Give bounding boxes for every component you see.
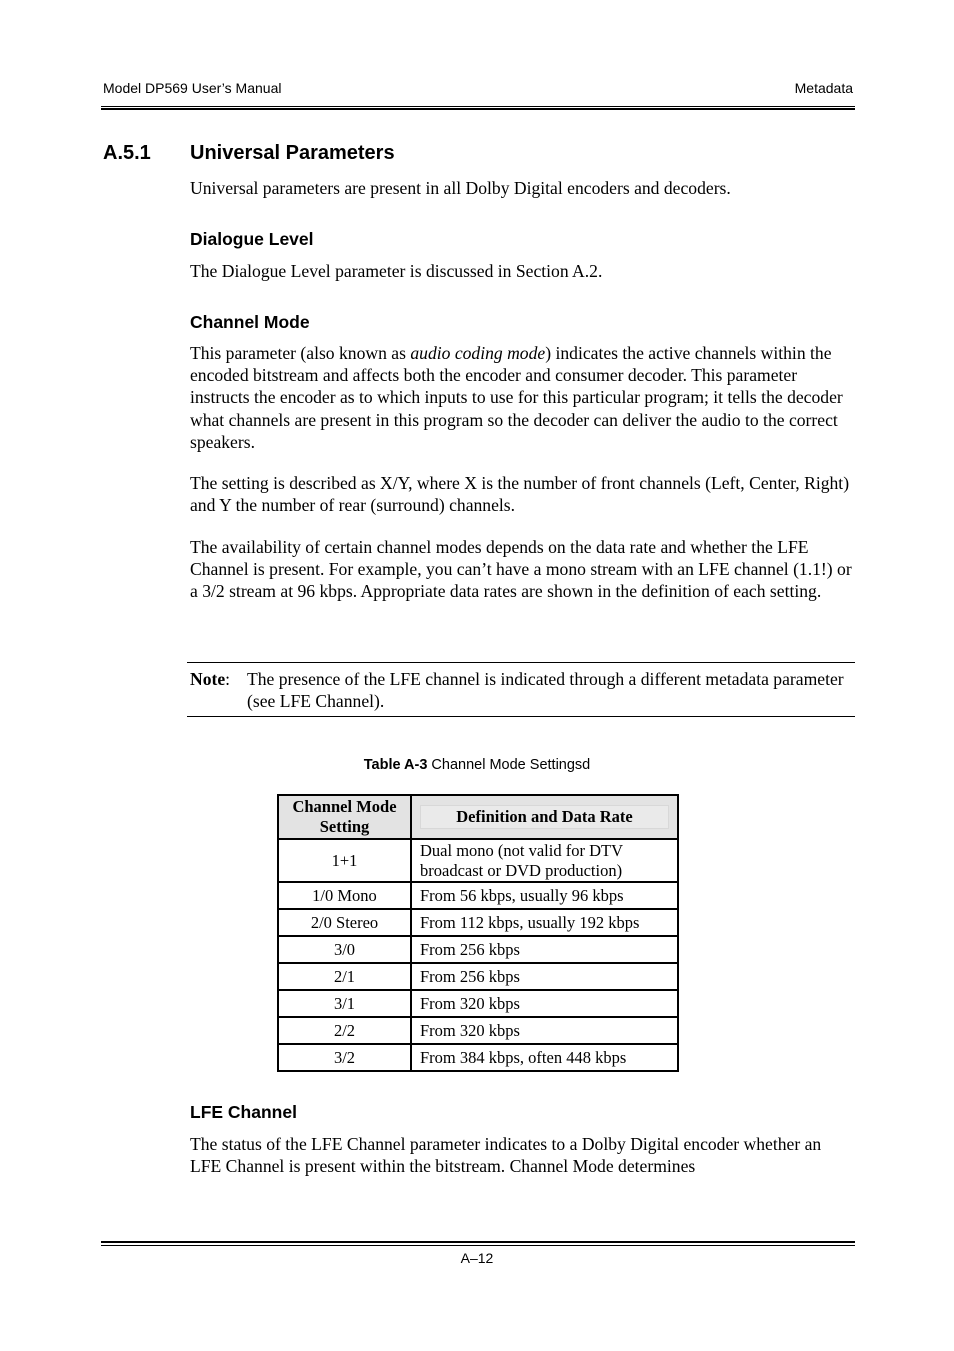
dialogue-level-text: The Dialogue Level parameter is discussed in Section A.2. — [190, 261, 603, 281]
table-cell-setting: 3/0 — [278, 936, 411, 963]
footer-rule — [101, 1245, 855, 1246]
table-header-setting — [278, 795, 411, 839]
note-label — [190, 668, 230, 690]
table-cell-setting: 2/0 Stereo — [278, 909, 411, 936]
table-header-row — [278, 795, 678, 839]
lfe-channel-heading: LFE Channel — [190, 1102, 297, 1122]
section-number: A.5.1 — [103, 142, 151, 164]
p1-after: ) indicates the active channels within the encoded bitstream and affects both the encoder and consumer decoder. This parameter instructs the encoder as to which inputs to use for this particular program; it tells the decoder what channels are present in this program so the decoder can deliver the audio to the correct speakers. — [190, 343, 843, 452]
table-cell-setting: 1/0 Mono — [278, 882, 411, 909]
section-intro: Universal parameters are present in all Dolby Digital encoders and decoders. — [190, 178, 731, 198]
note-colon: : — [225, 669, 231, 689]
running-header-title: Model DP569 User’s Manual — [103, 80, 282, 96]
table-cell-setting: 3/2 — [278, 1044, 411, 1071]
table-row — [278, 909, 678, 936]
table-row — [278, 1017, 678, 1044]
table-cell-definition: From 320 kbps — [411, 1017, 678, 1044]
channel-mode-paragraph-2: The setting is described as X/Y, where X is the number of front channels (Left, Center, Right) and Y the number of rear (surround) channels. — [190, 473, 850, 516]
table-header-definition — [411, 795, 678, 839]
table-row — [278, 839, 678, 882]
table-cell-definition: Dual mono (not valid for DTV broadcast or DVD production) — [411, 839, 678, 882]
table-cell-definition: From 112 kbps, usually 192 kbps — [411, 909, 678, 936]
dialogue-level-heading: Dialogue Level — [190, 229, 314, 249]
table-caption — [0, 757, 954, 773]
note-label-text: Note — [190, 669, 226, 689]
table-cell-setting: 1+1 — [278, 839, 411, 882]
table-cell-setting: 3/1 — [278, 990, 411, 1017]
table-caption-title: Channel Mode Settingsd — [427, 757, 591, 773]
channel-mode-heading: Channel Mode — [190, 312, 310, 332]
header-rule-thick — [101, 108, 855, 110]
lfe-channel-text: The status of the LFE Channel parameter indicates to a Dolby Digital encoder whether an LFE Channel is present within the bitstream. Channel Mode determines — [190, 1134, 822, 1177]
running-header-section: Metadata — [794, 80, 853, 96]
table-caption-label: Table A-3 — [363, 757, 428, 773]
table-row — [278, 990, 678, 1017]
table-cell-setting: 2/1 — [278, 963, 411, 990]
table-cell-definition: From 256 kbps — [411, 963, 678, 990]
table-cell-definition: From 256 kbps — [411, 936, 678, 963]
p1-before: This parameter (also known as — [190, 343, 411, 363]
table-cell-setting: 2/2 — [278, 1017, 411, 1044]
header-definition-label: Definition and Data Rate — [420, 805, 669, 829]
channel-mode-paragraph-1 — [190, 342, 854, 453]
footer-rule-thick — [101, 1241, 855, 1243]
table-cell-definition: From 56 kbps, usually 96 kbps — [411, 882, 678, 909]
section-title: Universal Parameters — [190, 142, 395, 164]
note-rule-top — [187, 662, 855, 663]
p1-italic-term: audio coding mode — [410, 343, 546, 363]
channel-mode-paragraph-3: The availability of certain channel modes depends on the data rate and whether the LFE Channel is present. For example, you can’t have a mono stream with an LFE channel (1.1!) or a 3/2 stream at 96 kbps. Appropriate data rates are shown in the definition of each setting. — [190, 537, 852, 602]
channel-mode-table — [277, 794, 679, 1072]
table-cell-definition: From 320 kbps — [411, 990, 678, 1017]
header-rule — [101, 106, 855, 107]
table-cell-definition: From 384 kbps, often 448 kbps — [411, 1044, 678, 1071]
table-row — [278, 936, 678, 963]
note-rule-bottom — [187, 716, 855, 717]
note-text: The presence of the LFE channel is indicated through a different metadata parameter (see LFE Channel). — [247, 669, 844, 712]
header-setting-label: Channel Mode Setting — [292, 797, 397, 836]
table-row — [278, 1044, 678, 1071]
page-number: A–12 — [460, 1250, 494, 1266]
table-row — [278, 963, 678, 990]
table-row — [278, 882, 678, 909]
